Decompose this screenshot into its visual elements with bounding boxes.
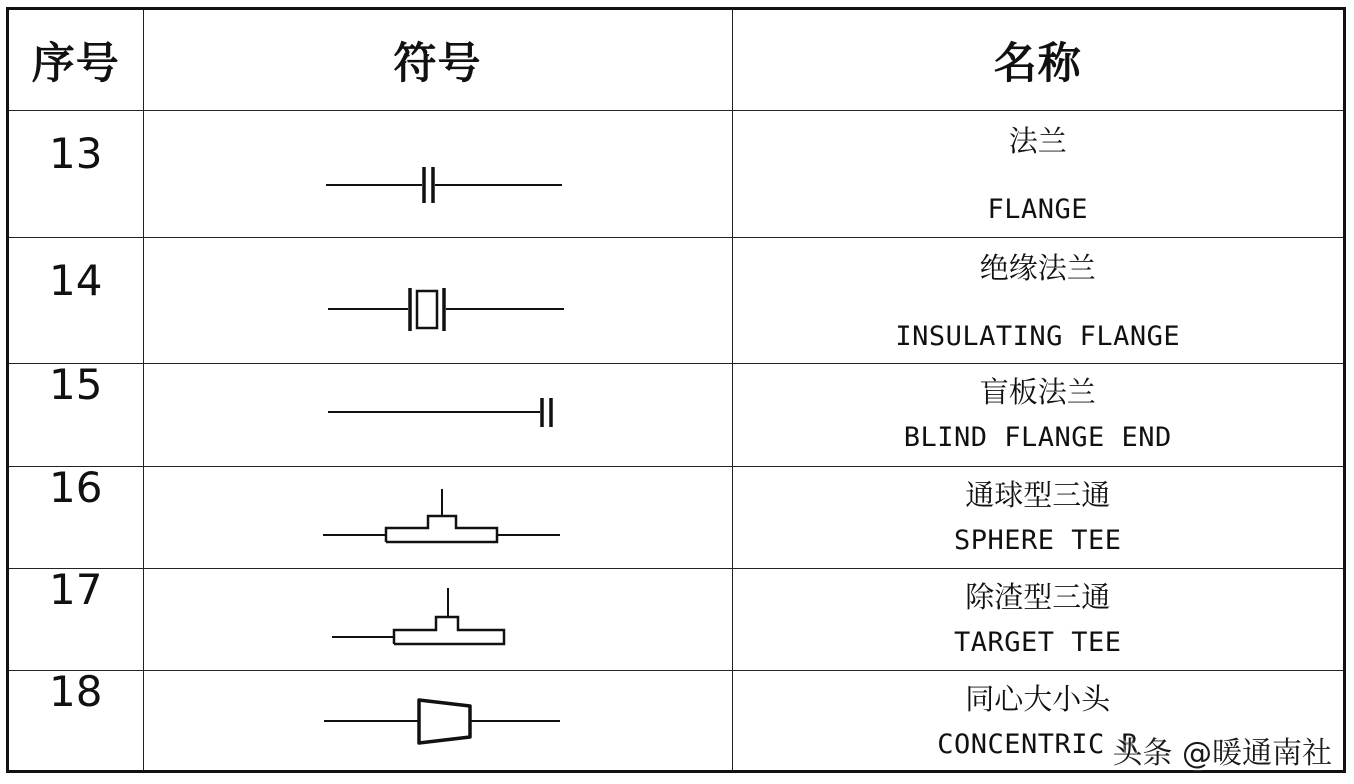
pipe-symbol-table [9,10,1343,770]
blind-flange-end-symbol-icon [308,390,568,440]
symbol-cell [143,238,732,364]
name-english: FLANGE [987,194,1089,225]
flange-symbol-icon [308,144,568,204]
table-row [9,238,1343,364]
insulating-flange-symbol-icon [308,271,568,331]
name-english: TARGET TEE [953,627,1122,658]
name-cell [732,364,1343,467]
table-row [9,111,1343,238]
name-cell [732,111,1343,238]
name-english: CONCENTRIC R [937,729,1139,760]
concentric-reducer-symbol-icon [308,691,568,751]
symbol-cell [143,671,732,771]
row-number: 13 [9,111,143,238]
name-cell [732,238,1343,364]
name-cell [732,467,1343,569]
name-cell [732,569,1343,671]
watermark: 头条 @暖通南社 [1112,736,1332,771]
row-number: 15 [9,364,143,467]
name-english: BLIND FLANGE END [903,422,1172,453]
name-chinese: 绝缘法兰 [979,251,1096,285]
target-tee-symbol-icon [308,585,568,655]
name-chinese: 同心大小头 [965,682,1111,716]
row-number: 14 [9,238,143,364]
name-chinese: 通球型三通 [965,478,1111,512]
symbol-cell [143,111,732,238]
row-number: 17 [9,569,143,671]
table-row [9,364,1343,467]
header-number: 序号 [9,10,143,111]
table-row [9,569,1343,671]
header-name: 名称 [732,10,1343,111]
name-chinese: 法兰 [1008,124,1067,158]
symbol-cell [143,467,732,569]
header-symbol: 符号 [143,10,732,111]
symbol-cell [143,569,732,671]
name-chinese: 除渣型三通 [965,580,1111,614]
row-number: 16 [9,467,143,569]
table-row [9,467,1343,569]
row-number: 18 [9,671,143,771]
name-english: INSULATING FLANGE [895,321,1181,352]
name-english: SPHERE TEE [953,525,1122,556]
symbol-table-sheet [6,7,1346,773]
symbol-cell [143,364,732,467]
table-header-row [9,10,1343,111]
name-chinese: 盲板法兰 [979,375,1096,409]
sphere-tee-symbol-icon [308,483,568,553]
